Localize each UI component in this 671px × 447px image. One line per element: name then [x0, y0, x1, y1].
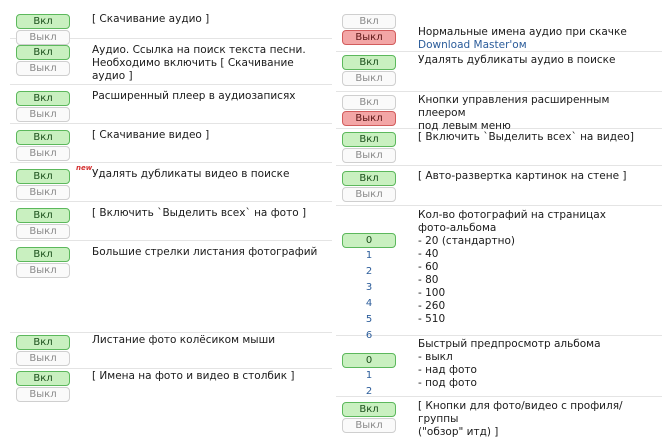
option-0-selected[interactable]: 0 [342, 353, 396, 368]
off-button[interactable]: Выкл [342, 71, 396, 86]
setting-label: [ Имена на фото и видео в столбик ] [92, 370, 295, 382]
toggle-player-buttons [342, 95, 396, 127]
option-4[interactable]: 4 [365, 298, 373, 309]
right-settings-column [336, 0, 662, 441]
new-badge: new [76, 164, 93, 172]
off-button[interactable]: Выкл [16, 107, 70, 122]
setting-row-profile-buttons [336, 397, 662, 441]
off-button[interactable]: Выкл [342, 111, 396, 126]
setting-row-photos-per-page [336, 206, 662, 341]
setting-label: Кол-во фотографий на страницах фото-альбома - 20 (стандартно) - 40 - 60 - 80 - 100 - 260 - 510 [418, 209, 606, 325]
option-1[interactable]: 1 [365, 250, 373, 261]
on-button[interactable]: Вкл [16, 247, 70, 262]
on-button[interactable]: Вкл [16, 169, 70, 184]
toggle-extended-player [16, 91, 70, 123]
on-button[interactable]: Вкл [342, 55, 396, 70]
setting-label: [ Скачивание аудио ] [92, 13, 210, 25]
toggle-normal-audio-names [342, 14, 396, 46]
off-button[interactable]: Выкл [16, 185, 70, 200]
off-button[interactable]: Выкл [16, 351, 70, 366]
toggle-download-video [16, 130, 70, 162]
download-master-link[interactable]: Download Master'ом [418, 39, 527, 51]
on-button[interactable]: Вкл [16, 208, 70, 223]
setting-label: Удалять дубликаты аудио в поиске [418, 54, 616, 66]
left-settings-column [10, 0, 332, 409]
off-button[interactable]: Выкл [16, 224, 70, 239]
off-button[interactable]: Выкл [342, 148, 396, 163]
setting-label: [ Авто-развертка картинок на стене ] [418, 170, 627, 182]
option-5[interactable]: 5 [365, 314, 373, 325]
setting-label: Удалять дубликаты видео в поиске [92, 168, 290, 180]
toggle-video-duplicates [16, 169, 70, 201]
toggle-select-all-video [342, 132, 396, 164]
on-button[interactable]: Вкл [342, 132, 396, 147]
option-6[interactable]: 6 [365, 330, 373, 341]
setting-label: Быстрый предпросмотр альбома - выкл - над фото - под фото [418, 338, 601, 389]
option-2[interactable]: 2 [365, 266, 373, 277]
off-button[interactable]: Выкл [16, 30, 70, 45]
setting-row-auto-expand-images [336, 166, 662, 206]
option-0-selected[interactable]: 0 [342, 233, 396, 248]
off-button[interactable]: Выкл [342, 30, 396, 45]
on-button[interactable]: Вкл [342, 402, 396, 417]
setting-row-select-all-video [336, 129, 662, 166]
setting-label: Кнопки управления расширенным плеером под левым меню [418, 94, 610, 132]
off-button[interactable]: Выкл [16, 263, 70, 278]
off-button[interactable]: Выкл [16, 146, 70, 161]
setting-label: Большие стрелки листания фотографий [92, 246, 318, 258]
setting-row-mouse-wheel [10, 333, 332, 369]
on-button[interactable]: Вкл [16, 335, 70, 350]
setting-label: [ Включить `Выделить всех` на видео] [418, 131, 634, 143]
off-button[interactable]: Выкл [16, 387, 70, 402]
toggle-mouse-wheel [16, 335, 70, 367]
setting-row-download-audio [10, 0, 332, 43]
option-2[interactable]: 2 [365, 386, 373, 397]
on-button[interactable]: Вкл [342, 14, 396, 29]
option-1[interactable]: 1 [365, 370, 373, 381]
option-3[interactable]: 3 [365, 282, 373, 293]
setting-row-audio-duplicates [336, 52, 662, 92]
setting-row-download-video [10, 124, 332, 163]
off-button[interactable]: Выкл [342, 187, 396, 202]
toggle-names-column [16, 371, 70, 403]
setting-label: [ Скачивание видео ] [92, 129, 210, 141]
on-button[interactable]: Вкл [16, 91, 70, 106]
setting-label: Расширенный плеер в аудиозаписях [92, 90, 296, 102]
on-button[interactable]: Вкл [16, 14, 70, 29]
setting-row-names-column [10, 369, 332, 409]
toggle-big-arrows [16, 247, 70, 279]
setting-row-extended-player [10, 85, 332, 124]
setting-row-player-buttons [336, 92, 662, 132]
setting-row-normal-audio-names [336, 0, 662, 52]
on-button[interactable]: Вкл [16, 371, 70, 386]
off-button[interactable]: Выкл [16, 61, 70, 76]
toggle-select-all-photo [16, 208, 70, 240]
album-preview-selector [342, 353, 396, 400]
setting-row-big-arrows [10, 241, 332, 333]
setting-label: Листание фото колёсиком мыши [92, 334, 276, 346]
setting-label: [ Включить `Выделить всех` на фото ] [92, 207, 307, 219]
setting-row-album-preview [336, 336, 662, 397]
toggle-profile-buttons [342, 402, 396, 434]
setting-row-lyrics-search [10, 39, 332, 85]
on-button[interactable]: Вкл [342, 171, 396, 186]
setting-row-video-duplicates [10, 163, 332, 202]
toggle-lyrics-search [16, 45, 70, 77]
setting-label-text: Нормальные имена аудио при скачке [418, 26, 627, 38]
off-button[interactable]: Выкл [342, 418, 396, 433]
setting-label: [ Кнопки для фото/видео с профиля/группы ("обзор" итд) ] [418, 400, 623, 438]
on-button[interactable]: Вкл [16, 45, 70, 60]
setting-row-select-all-photo [10, 202, 332, 241]
on-button[interactable]: Вкл [16, 130, 70, 145]
toggle-audio-duplicates [342, 55, 396, 87]
photos-per-page-selector [342, 233, 396, 344]
setting-label: Аудио. Ссылка на поиск текста песни. Необходимо включить [ Скачивание аудио ] [92, 44, 306, 82]
toggle-auto-expand-images [342, 171, 396, 203]
on-button[interactable]: Вкл [342, 95, 396, 110]
